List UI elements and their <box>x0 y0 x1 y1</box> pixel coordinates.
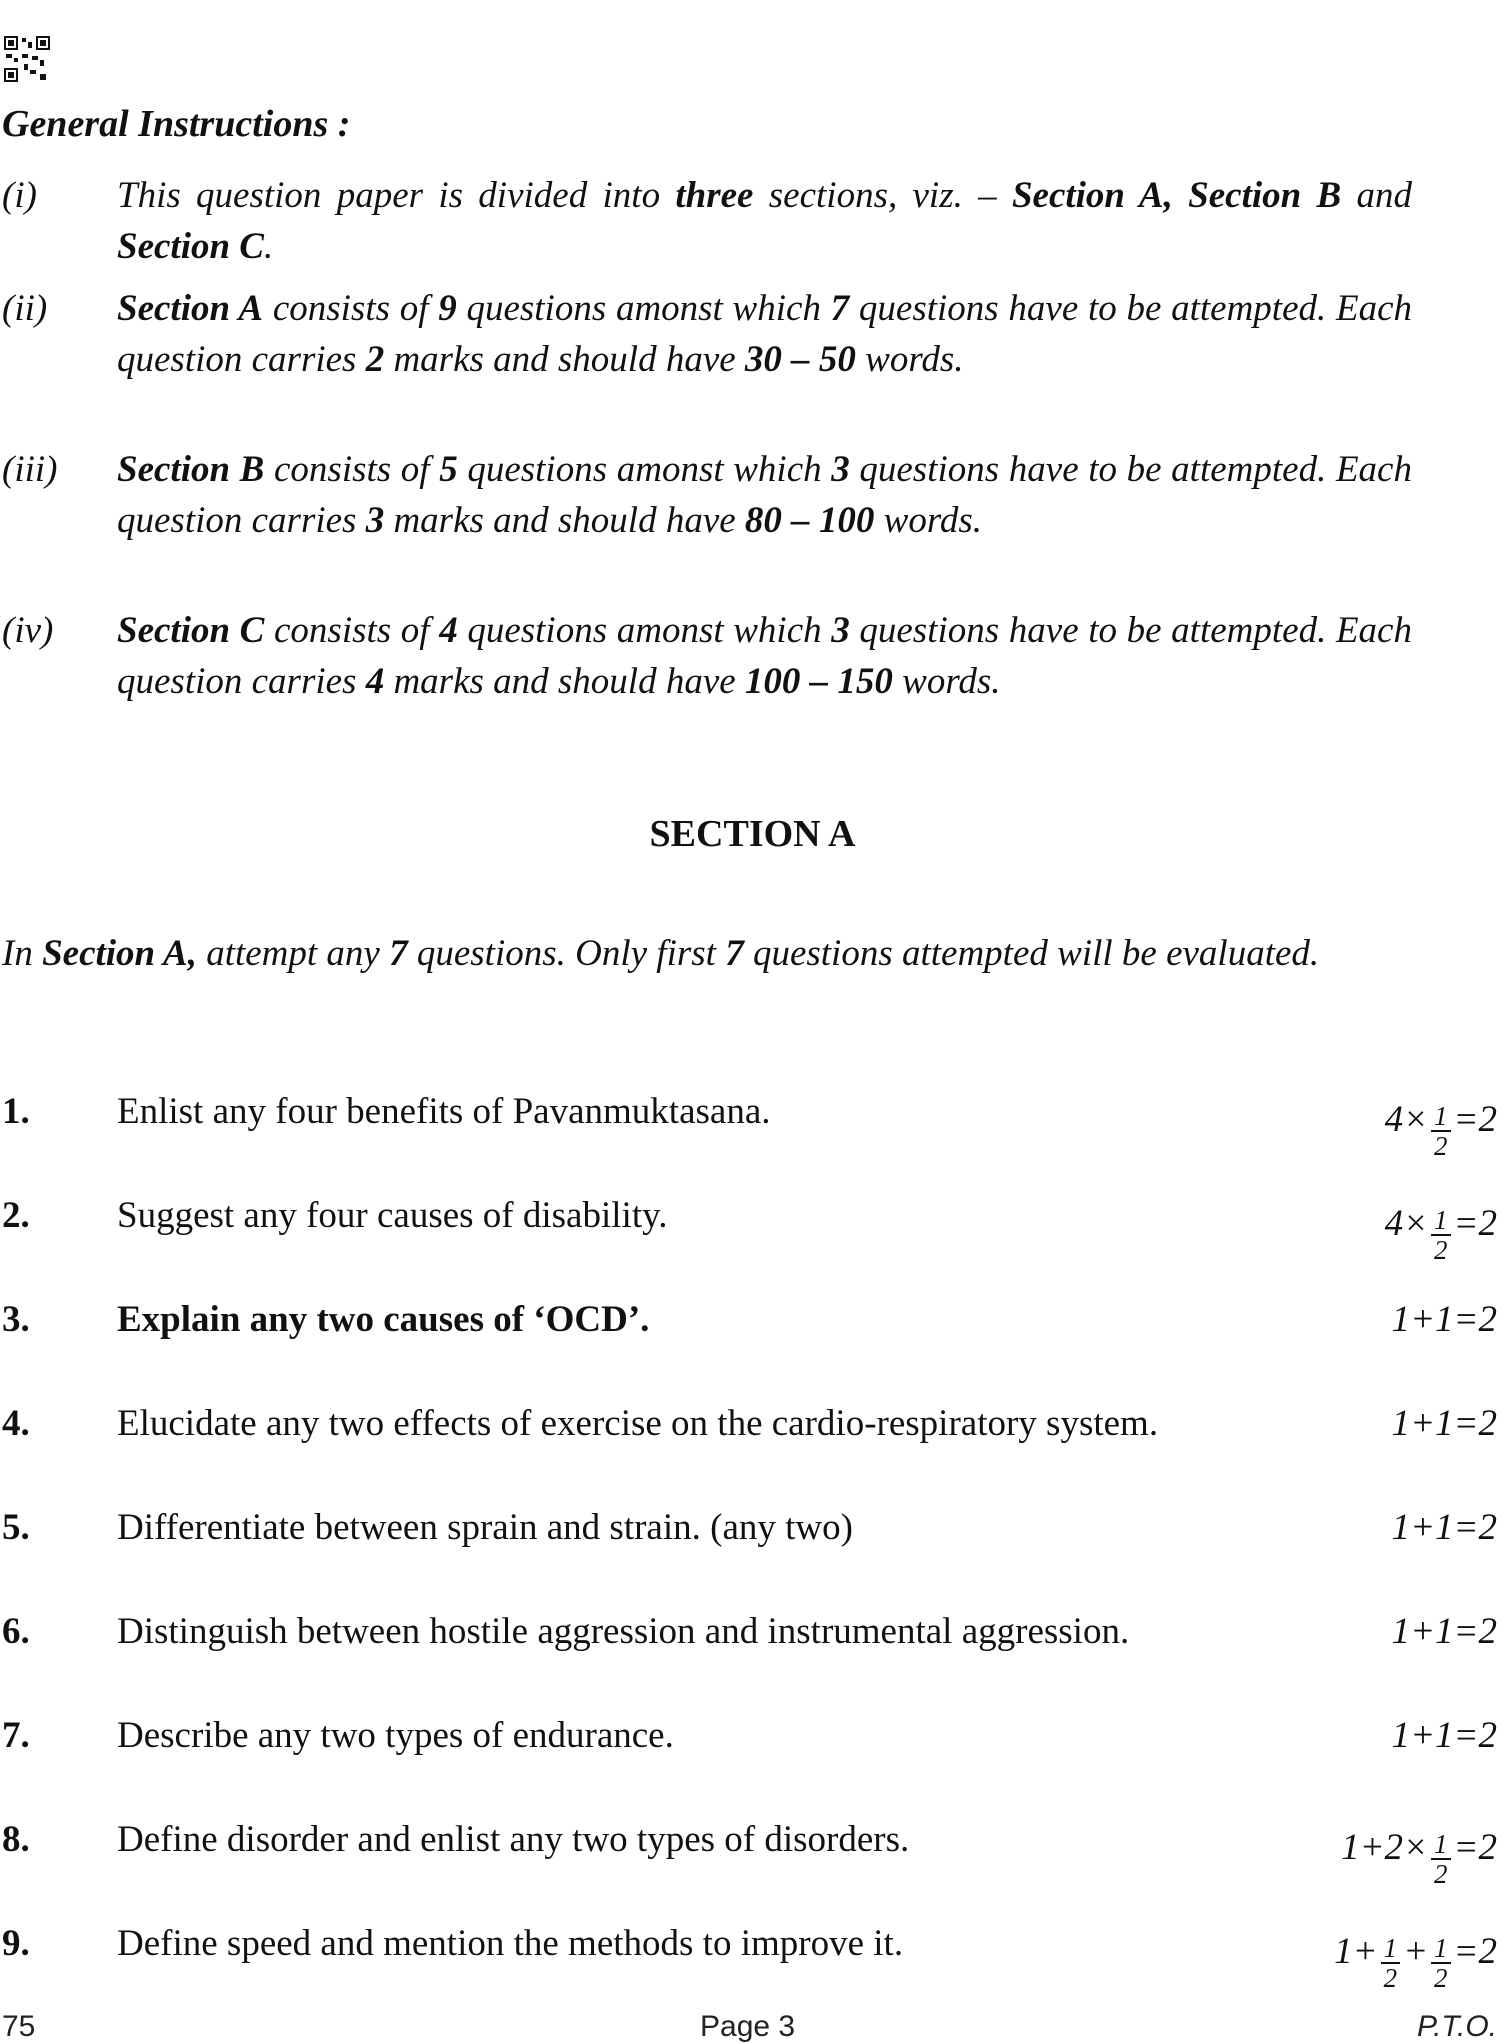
text-run: questions. Only first <box>407 933 726 974</box>
emphasis-text: Section B <box>117 449 265 490</box>
marks-text: 1+2× <box>1341 1826 1429 1868</box>
text-run: questions attempted will be evaluated. <box>743 933 1320 974</box>
marks-fraction <box>1381 1934 1401 1992</box>
text-run: questions have to be attempted. Each question carries <box>117 288 1412 380</box>
question-row <box>0 1506 1505 1586</box>
question-marks <box>1341 1818 1497 1889</box>
question-marks <box>1384 1090 1497 1161</box>
question-number: 8. <box>2 1819 30 1860</box>
question-number: 3. <box>2 1299 30 1340</box>
question-number: 5. <box>2 1507 30 1548</box>
fraction-numerator: 1 <box>1431 1830 1451 1860</box>
question-marks <box>1392 1714 1497 1757</box>
text-run: questions have to be attempted. Each question carries <box>117 449 1412 541</box>
emphasis-text: 7 <box>389 933 408 974</box>
emphasis-text: 3 <box>831 610 850 651</box>
text-run: In <box>2 933 43 974</box>
question-marks <box>1334 1922 1497 1993</box>
emphasis-text: 5 <box>439 449 458 490</box>
fraction-denominator: 2 <box>1434 1131 1448 1161</box>
question-marks <box>1392 1402 1497 1445</box>
marks-text: 1+1=2 <box>1391 1299 1497 1340</box>
text-run: marks and should have <box>384 661 745 702</box>
text-run: questions amonst which <box>457 449 832 490</box>
fraction-denominator: 2 <box>1434 1859 1448 1889</box>
page-number: Page 3 <box>700 2010 796 2043</box>
question-marks <box>1392 1506 1497 1549</box>
emphasis-text: 3 <box>831 449 850 490</box>
instruction-number: (i) <box>2 175 37 216</box>
question-marks <box>1384 1194 1497 1265</box>
emphasis-text: Section A <box>117 288 264 329</box>
instruction-text <box>117 170 1412 272</box>
pto-label: P.T.O. <box>1416 2010 1497 2043</box>
question-text: Define disorder and enlist any two types of disorders. <box>117 1819 910 1860</box>
question-number: 4. <box>2 1403 30 1444</box>
instruction-item <box>2 283 1412 385</box>
marks-text: + <box>1403 1930 1429 1972</box>
question-row <box>0 1194 1505 1274</box>
emphasis-text: 2 <box>365 339 385 380</box>
marks-text: =2 <box>1453 1202 1497 1244</box>
instruction-number: (iv) <box>2 610 54 651</box>
emphasis-text: Section C <box>117 226 264 267</box>
question-text: Explain any two causes of ‘OCD’. <box>117 1299 650 1340</box>
emphasis-text: 4 <box>439 610 458 651</box>
question-text: Suggest any four causes of disability. <box>117 1195 668 1236</box>
instruction-number: (iii) <box>2 449 58 490</box>
marks-text: 1+1=2 <box>1391 1403 1497 1444</box>
emphasis-text: 100 – 150 <box>744 661 893 702</box>
text-run: questions amonst which <box>457 610 832 651</box>
fraction-numerator: 1 <box>1381 1934 1401 1964</box>
emphasis-text: 30 – 50 <box>744 339 856 380</box>
marks-text: =2 <box>1453 1826 1497 1868</box>
question-text: Distinguish between hostile aggression and instrumental aggression. <box>117 1611 1130 1652</box>
text-run: questions have to be attempted. Each question carries <box>117 610 1412 702</box>
text-run: marks and should have <box>384 339 745 380</box>
paper-code: 75 <box>2 2010 36 2043</box>
emphasis-text: 7 <box>725 933 744 974</box>
text-run: consists of <box>264 610 440 651</box>
qr-code-icon <box>4 36 50 82</box>
marks-fraction <box>1431 1102 1451 1160</box>
question-text: Describe any two types of endurance. <box>117 1715 674 1756</box>
text-run: This question paper is divided into <box>117 175 676 216</box>
marks-text: 1+1=2 <box>1391 1611 1497 1652</box>
fraction-numerator: 1 <box>1431 1934 1451 1964</box>
question-number: 6. <box>2 1611 30 1652</box>
fraction-denominator: 2 <box>1434 1963 1448 1993</box>
emphasis-text: Section B <box>1188 175 1342 216</box>
instruction-item <box>2 170 1412 272</box>
instruction-number: (ii) <box>2 288 48 329</box>
text-run: . <box>264 226 274 267</box>
fraction-numerator: 1 <box>1431 1206 1451 1236</box>
question-marks <box>1392 1298 1497 1341</box>
text-run: consists of <box>264 449 440 490</box>
question-row <box>0 1402 1505 1482</box>
fraction-denominator: 2 <box>1383 1963 1398 1993</box>
general-instructions-title: General Instructions : <box>2 103 351 145</box>
text-run: and <box>1341 175 1412 216</box>
emphasis-text: three <box>675 175 754 216</box>
marks-text: 4× <box>1384 1202 1429 1244</box>
text-run: questions amonst which <box>456 288 831 329</box>
text-run: words. <box>874 500 983 541</box>
text-run: marks and should have <box>384 500 745 541</box>
question-number: 2. <box>2 1195 30 1236</box>
fraction-numerator: 1 <box>1431 1102 1451 1132</box>
question-text: Differentiate between sprain and strain. (any two) <box>117 1507 853 1548</box>
marks-text: =2 <box>1453 1930 1497 1972</box>
marks-text: 1+1=2 <box>1391 1715 1497 1756</box>
section-a-intro <box>2 922 1412 985</box>
emphasis-text: 80 – 100 <box>744 500 875 541</box>
emphasis-text: Section A, <box>1011 175 1173 216</box>
question-row <box>0 1298 1505 1378</box>
fraction-denominator: 2 <box>1434 1235 1448 1265</box>
question-row <box>0 1818 1505 1898</box>
question-marks <box>1392 1610 1497 1653</box>
marks-fraction <box>1431 1206 1451 1264</box>
text-run: sections, viz. – <box>753 175 1012 216</box>
text-run: attempt any <box>196 933 390 974</box>
instruction-item <box>2 444 1412 546</box>
emphasis-text: 4 <box>365 661 385 702</box>
text-run: words. <box>855 339 964 380</box>
question-row <box>0 1714 1505 1794</box>
emphasis-text: 7 <box>830 288 850 329</box>
emphasis-text: 3 <box>365 500 385 541</box>
question-text: Define speed and mention the methods to improve it. <box>117 1923 904 1964</box>
question-row <box>0 1922 1505 2002</box>
marks-text: 1+ <box>1334 1930 1378 1972</box>
section-a-heading: SECTION A <box>649 813 856 855</box>
text-run <box>1173 175 1188 216</box>
marks-text: 4× <box>1384 1098 1429 1140</box>
question-text: Elucidate any two effects of exercise on the cardio-respiratory system. <box>117 1403 1159 1444</box>
instruction-text <box>117 444 1412 546</box>
marks-fraction <box>1431 1934 1451 1992</box>
question-number: 9. <box>2 1923 30 1964</box>
page-footer <box>0 2010 1505 2043</box>
text-run: consists of <box>263 288 439 329</box>
question-row <box>0 1090 1505 1170</box>
instruction-text <box>117 283 1412 385</box>
question-text: Enlist any four benefits of Pavanmuktasana. <box>117 1091 771 1132</box>
marks-fraction <box>1431 1830 1451 1888</box>
emphasis-text: Section A, <box>42 933 197 974</box>
marks-text: =2 <box>1453 1098 1497 1140</box>
instruction-text <box>117 605 1412 707</box>
question-number: 7. <box>2 1715 30 1756</box>
text-run: words. <box>892 661 1001 702</box>
instruction-item <box>2 605 1412 707</box>
question-row <box>0 1610 1505 1690</box>
emphasis-text: Section C <box>117 610 265 651</box>
question-number: 1. <box>2 1091 30 1132</box>
marks-text: 1+1=2 <box>1391 1507 1497 1548</box>
emphasis-text: 9 <box>438 288 457 329</box>
